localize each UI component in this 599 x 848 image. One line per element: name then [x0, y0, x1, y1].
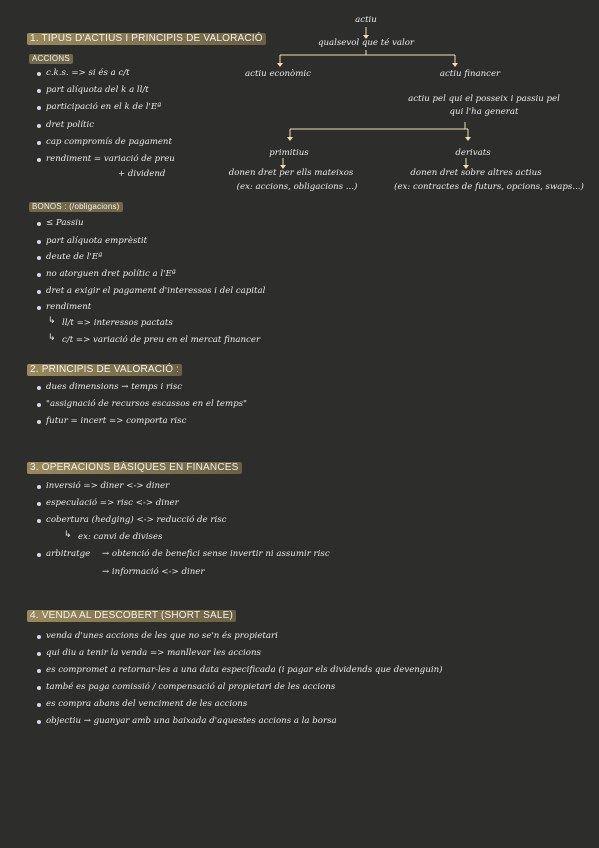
- bonos-item: ≤ Passiu: [46, 218, 84, 228]
- diagram-primitius: primitius: [269, 148, 309, 158]
- diagram-root: actiu: [355, 15, 377, 25]
- diagram-primitius-def-1: donen dret per ells mateixos: [228, 168, 354, 178]
- bullet: [37, 553, 41, 557]
- section-4-item: es compromet a retornar-les a una data especificada (i pagar els dividends que devenguin): [46, 665, 443, 675]
- section-3-item: especulació => risc <-> diner: [46, 498, 179, 508]
- bullet: [37, 669, 41, 673]
- arbitratge-point-2: → informació <-> diner: [102, 567, 205, 577]
- sub-arrow-icon: ↳: [48, 333, 56, 343]
- bonos-item: dret a exigir el pagament d'interessos i del capital: [46, 286, 266, 296]
- bullet: [37, 240, 41, 244]
- bullet: [37, 420, 41, 424]
- bullet: [37, 306, 41, 310]
- bullet: [37, 720, 41, 724]
- arbitratge-point-1: → obtenció de benefici sense invertir ni assumir risc: [102, 549, 330, 559]
- bullet: [37, 403, 41, 407]
- diagram-actiu-financer: actiu financer: [439, 69, 501, 79]
- bonos-item: deute de l'Eª: [46, 252, 103, 262]
- accions-item: c.k.s. => si és a c/t: [46, 68, 130, 78]
- section-2-item: dues dimensions → temps i risc: [46, 382, 183, 392]
- sub-arrow-icon: ↳: [48, 316, 56, 326]
- section-2-item: "assignació de recursos escassos en el temps": [46, 399, 248, 409]
- bullet: [37, 222, 41, 226]
- accions-item-continuation: + dividend: [118, 169, 166, 179]
- accions-item: dret polític: [46, 120, 95, 130]
- accions-item: cap compromís de pagament: [46, 137, 172, 147]
- section-4-item: es compra abans del venciment de les accions: [46, 699, 248, 709]
- section-2-title: 2. PRINCIPIS DE VALORACIÓ :: [27, 364, 182, 376]
- sub-arrow-icon: ↳: [64, 530, 72, 540]
- accions-item: participació en el k de l'Eª: [46, 102, 162, 112]
- section-3-item: cobertura (hedging) <-> reducció de risc: [46, 515, 227, 525]
- accions-label: ACCIONS: [29, 54, 73, 64]
- diagram-primitius-def-2: (ex: accions, obligacions ...): [236, 182, 358, 192]
- section-4-title: 4. VENDA AL DESCOBERT (SHORT SALE): [27, 610, 236, 622]
- bonos-subitem: ll/t => interessos pactats: [62, 318, 173, 328]
- bullet: [37, 485, 41, 489]
- diagram-financer-def-1: actiu pel qui el posseix i passiu pel: [408, 94, 560, 104]
- bullet: [37, 256, 41, 260]
- section-3-item: inversió => diner <-> diner: [46, 481, 170, 491]
- diagram-financer-def-2: qui l'ha generat: [449, 107, 519, 117]
- bullet: [37, 502, 41, 506]
- section-4-item: també es paga comissió / compensació al propietari de les accions: [46, 682, 336, 692]
- bullet: [37, 72, 41, 76]
- bullet: [37, 89, 41, 93]
- bullet: [37, 106, 41, 110]
- bullet: [37, 635, 41, 639]
- bullet: [37, 386, 41, 390]
- bonos-label: BONOS : (/obligacions): [29, 202, 123, 212]
- diagram-derivats: derivats: [455, 148, 491, 158]
- bullet: [37, 141, 41, 145]
- bonos-item: part alíquota emprèstit: [46, 236, 148, 246]
- section-1-title: 1. TIPUS D'ACTIUS I PRINCIPIS DE VALORACIÓ: [27, 33, 266, 45]
- accions-item: part alíquota del k a ll/t: [46, 85, 149, 95]
- section-4-item: venda d'unes accions de les que no se'n és propietari: [46, 631, 278, 641]
- bullet: [37, 124, 41, 128]
- diagram-actiu-economic: actiu econòmic: [245, 69, 311, 79]
- bonos-item: rendiment: [46, 302, 92, 312]
- bullet: [37, 158, 41, 162]
- diagram-derivats-def-1: donen dret sobre altres actius: [410, 168, 542, 178]
- section-2-item: futur = incert => comporta risc: [46, 416, 187, 426]
- bullet: [37, 519, 41, 523]
- bullet: [37, 652, 41, 656]
- section-4-item: qui diu a tenir la venda => manllevar les accions: [46, 648, 261, 658]
- bullet: [37, 686, 41, 690]
- arbitratge-label: arbitratge: [46, 549, 91, 559]
- cobertura-example: ex: canvi de divises: [78, 532, 163, 542]
- section-3-title: 3. OPERACIONS BÀSIQUES EN FINANCES: [27, 462, 242, 474]
- bullet: [37, 290, 41, 294]
- bonos-item: no atorguen dret polític a l'Eª: [46, 269, 176, 279]
- bonos-subitem: c/t => variació de preu en el mercat financer: [62, 335, 261, 345]
- bullet: [37, 703, 41, 707]
- diagram-derivats-def-2: (ex: contractes de futurs, opcions, swaps...): [394, 182, 584, 192]
- section-4-item: objectiu → guanyar amb una baixada d'aquestes accions a la borsa: [46, 716, 337, 726]
- diagram-root-definition: qualsevol que té valor: [317, 38, 415, 48]
- accions-item: rendiment = variació de preu: [46, 154, 175, 164]
- bullet: [37, 273, 41, 277]
